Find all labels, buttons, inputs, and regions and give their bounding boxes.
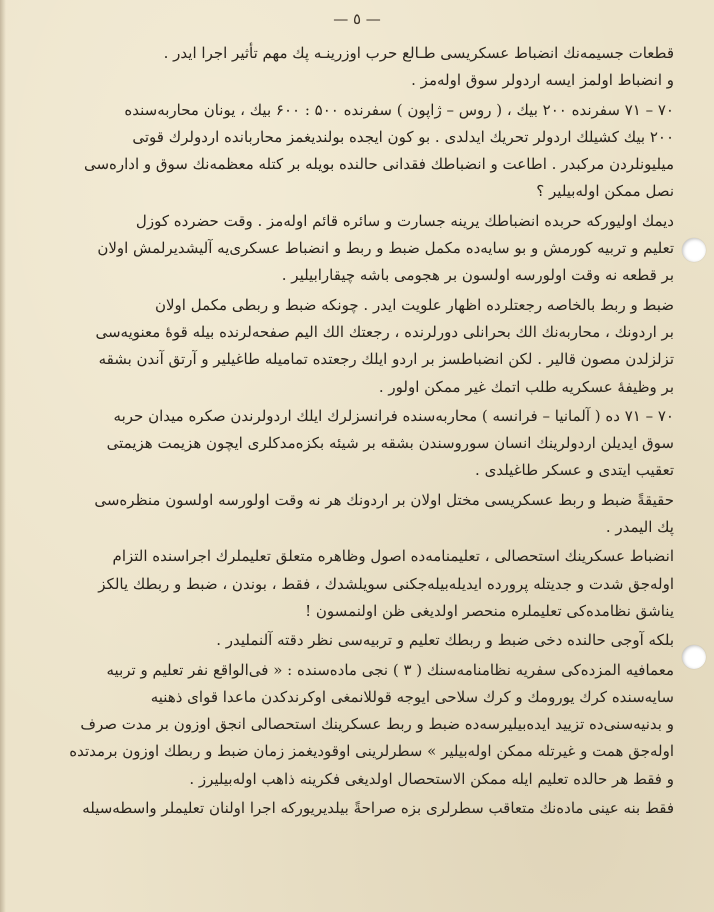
text-line: ضبط و ربط بالخاصه رجعتلرده اظهار علویت ایدر . چونكه ضبط و ربطی مكمل اولان <box>154 295 674 314</box>
text-line: و انضباط اولمز ایسه اردولر سوق اوله‌مز . <box>411 71 674 90</box>
text-line: بلكه آوجی حالنده دخی ضبط و ربطك تعلیم و تربیه‌سی نظر دقته آلنملیدر . <box>216 631 674 650</box>
text-line: تعقیب ایتدی و عسكر طاغیلدی . <box>475 461 674 480</box>
text-line: و فقط هر حالده تعلیم ایله ممكن الاستحصال اولدیغی فكرینه ذاهب اوله‌بیلیرز . <box>189 769 674 788</box>
text-line: اوله‌جق شدت و جدیتله پرورده ایدیله‌بیله‌جكنی سویلشدك ، فقط ، بوندن ، ضبط و ربطك یالكز <box>98 574 674 593</box>
text-line: یناشق نظامده‌كی تعلیملره منحصر اولدیغی ظن اولنمسون ! <box>305 601 674 620</box>
text-line: تعلیم و تربیه كورمش و بو سایه‌ده مكمل ضبط و ربط و انضباط عسكری‌یه آلیشدیرلمش اولان <box>97 239 674 258</box>
text-line: ۲۰۰ بیك كشیلك اردولر تحریك ایدلدی . بو كون ایجده بولندیغمز محاربانده اردولرك قوتی <box>132 127 674 146</box>
text-line: تزلزلدن مصون قالیر . لكن انضباطسز بر اردو ایلك رجعتده تمامیله طاغیلیر و آرتق آندن بشقه <box>98 350 674 369</box>
text-line: سوق ایدیلن اردولرینك انسان سوروسندن بشقه بر شیئه بكزه‌مدكلری ایچون هزیمت هزیمتی <box>106 434 674 453</box>
text-line: و بدنیه‌سنی‌ده تزیید ایده‌بیلیرسه‌ده ضبط و ربط عسكرینك استحصالی انجق اوزون بر مدت صرف <box>80 715 674 734</box>
text-line: ۷۰ – ۷۱ سفرنده ۲۰۰ بیك ، ( روس – ژاپون ) سفرنده ۵۰۰ : ۶۰۰ بیك ، یونان محاربه‌سنده <box>124 100 674 119</box>
punch-hole-top <box>682 238 706 262</box>
text-line: نصل ممكن اوله‌بیلیر ؟ <box>536 182 674 201</box>
page-edge-shadow <box>0 0 6 912</box>
text-line: بر قطعه نه وقت اولورسه اولسون بر هجومی باشه چیقارابیلیر . <box>281 266 674 285</box>
text-line: سایه‌سنده كرك یورومك و كرك سلاحی ایوجه قوللانمغی اوكرندكدن ماعدا قوای ذهنیه <box>150 687 674 706</box>
text-line: حقیقةً ضبط و ربط عسكریسی مختل اولان بر اردونك هر نه وقت اولورسه اولسون منظره‌سی <box>94 490 674 509</box>
body-text <box>40 40 674 822</box>
text-line: بر اردونك ، محاربه‌نك الك بحرانلی دورلرنده ، رجعتك الك الیم صفحه‌لرنده بیله قوهٔ معنویه‌سی <box>95 322 674 341</box>
text-line: پك الیمدر . <box>605 518 674 537</box>
text-line: انضباط عسكرینك استحصالی ، تعلیمنامه‌ده اصول وظاهره متعلق تعلیملرك اجراسنده التزام <box>112 547 674 566</box>
punch-hole-bottom <box>682 645 706 669</box>
text-line: بر وظیفهٔ عسكریه طلب اتمك غیر ممكن اولور . <box>378 377 674 396</box>
text-line: میلیونلردن مركبدر . اطاعت و انضباطك فقدانی حالنده بویله بر كتله معظمه‌نك سوق و اداره‌سی <box>83 155 674 174</box>
text-line: قطعات جسیمه‌نك انضباط عسكریسی طـالع حرب اوزرینـه پك مهم تأثیر اجرا ایدر . <box>163 44 674 62</box>
text-line: فقط بنه عینی ماده‌نك متعاقب سطرلری بزه صراحةً بیلدیریوركه اجرا اولنان تعلیملر واسطه‌سیله <box>82 799 674 818</box>
text-line: اوله‌جق همت و غیرتله ممكن اوله‌بیلیر » سطرلرینی اوقودیغمز زمان ضبط و ربطك اوزون برمدتده <box>69 742 674 761</box>
page-number: — ٥ — <box>333 10 381 28</box>
text-line: معمافیه المزده‌كی سفریه نظامنامه‌سنك ( ۳ ) نجی ماده‌سنده : « فی‌الواقع نفر تعلیم و تربیه <box>106 660 674 679</box>
text-line: ۷۰ – ۷۱ ده ( آلمانیا – فرانسه ) محاربه‌سنده فرانسزلرك ایلك اردولرندن صكره میدان حربه <box>113 406 674 425</box>
text-line: دیمك اولیوركه حربده انضباطك یرینه جسارت و سائره قائم اوله‌مز . وقت حضرده كوزل <box>135 211 674 230</box>
